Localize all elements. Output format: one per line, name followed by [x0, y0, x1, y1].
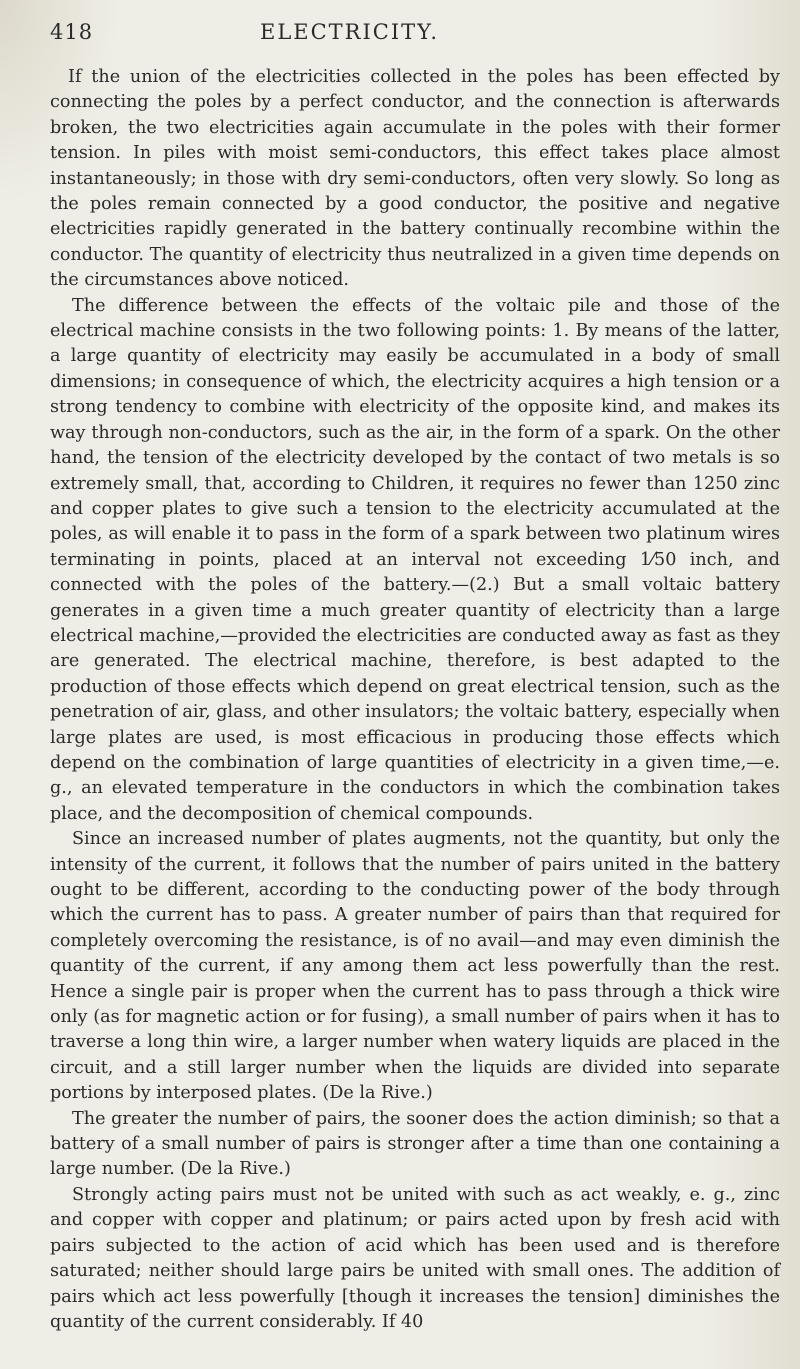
body-text — [50, 65, 780, 1335]
paragraph-1: If the union of the electricities collected in the poles has been effected by connecting the poles by a perfect conductor, and the connection is afterwards broken, the two electricities again accumulate in the poles with their former tension. In piles with moist semi-conductors, this effect takes place almost instantaneously; in those with dry semi-conductors, often very slowly. So long as the poles remain connected by a good conductor, the positive and negative electricities rapidly generated in the battery continually recombine within the conductor. The quantity of electricity thus neutralized in a given time depends on the circumstances above noticed. — [50, 67, 780, 291]
paragraph-4: The greater the number of pairs, the sooner does the action diminish; so that a battery of a small number of pairs is stronger after a time than one containing a large number. (De la Rive.) — [50, 1108, 780, 1180]
running-title: ELECTRICITY. — [260, 20, 439, 44]
page-number: 418 — [50, 20, 94, 44]
running-head — [50, 20, 730, 60]
paragraph-2: The difference between the effects of the voltaic pile and those of the electrical machine consists in the two following points: 1. By means of the latter, a large quantity of electricity may easily be accumulated in a body of small dimensions; in consequence of which, the electricity acquires a high tension or a strong tendency to combine with electricity of the opposite kind, and makes its way through non-conductors, such as the air, in the form of a spark. On the other hand, the tension of the electricity developed by the contact of two metals is so extremely small, that, according to Children, it requires no fewer than 1250 zinc and copper plates to give such a tension to the electricity accumulated at the poles, as will enable it to pass in the form of a spark between two platinum wires terminating in points, placed at an interval not exceeding 1⁄50 inch, and connected with the poles of the battery.—(2.) But a small voltaic battery generates in a given time a much greater quantity of electricity than a large electrical machine,—provided the electricities are conducted away as fast as they are generated. The electrical machine, therefore, is best adapted to the production of those effects which depend on great electrical tension, such as the penetration of air, glass, and other insulators; the voltaic battery, especially when large plates are used, is most efficacious in producing those effects which depend on the combination of large quantities of electricity in a given time,—e. g., an elevated temperature in the conductors in which the combination takes place, and the decomposition of chemical compounds. — [50, 295, 780, 824]
paragraph-5: Strongly acting pairs must not be united with such as act weakly, e. g., zinc and copper with copper and platinum; or pairs acted upon by fresh acid with pairs subjected to the action of acid which has been used and is therefore saturated; neither should large pairs be united with small ones. The addition of pairs which act less powerfully [though it increases the tension] diminishes the quantity of the current considerably. If 40 — [50, 1184, 780, 1332]
paragraph-3: Since an increased number of plates augments, not the quantity, but only the intensity of the current, it follows that the number of pairs united in the battery ought to be different, according to the conducting power of the body through which the current has to pass. A greater number of pairs than that required for completely overcoming the resistance, is of no avail—and may even diminish the quantity of the current, if any among them act less powerfully than the rest. Hence a single pair is proper when the current has to pass through a thick wire only (as for magnetic action or for fusing), a small number of pairs when it has to traverse a long thin wire, a larger number when watery liquids are placed in the circuit, and a still larger number when the liquids are divided into separate portions by interposed plates. (De la Rive.) — [50, 829, 780, 1104]
